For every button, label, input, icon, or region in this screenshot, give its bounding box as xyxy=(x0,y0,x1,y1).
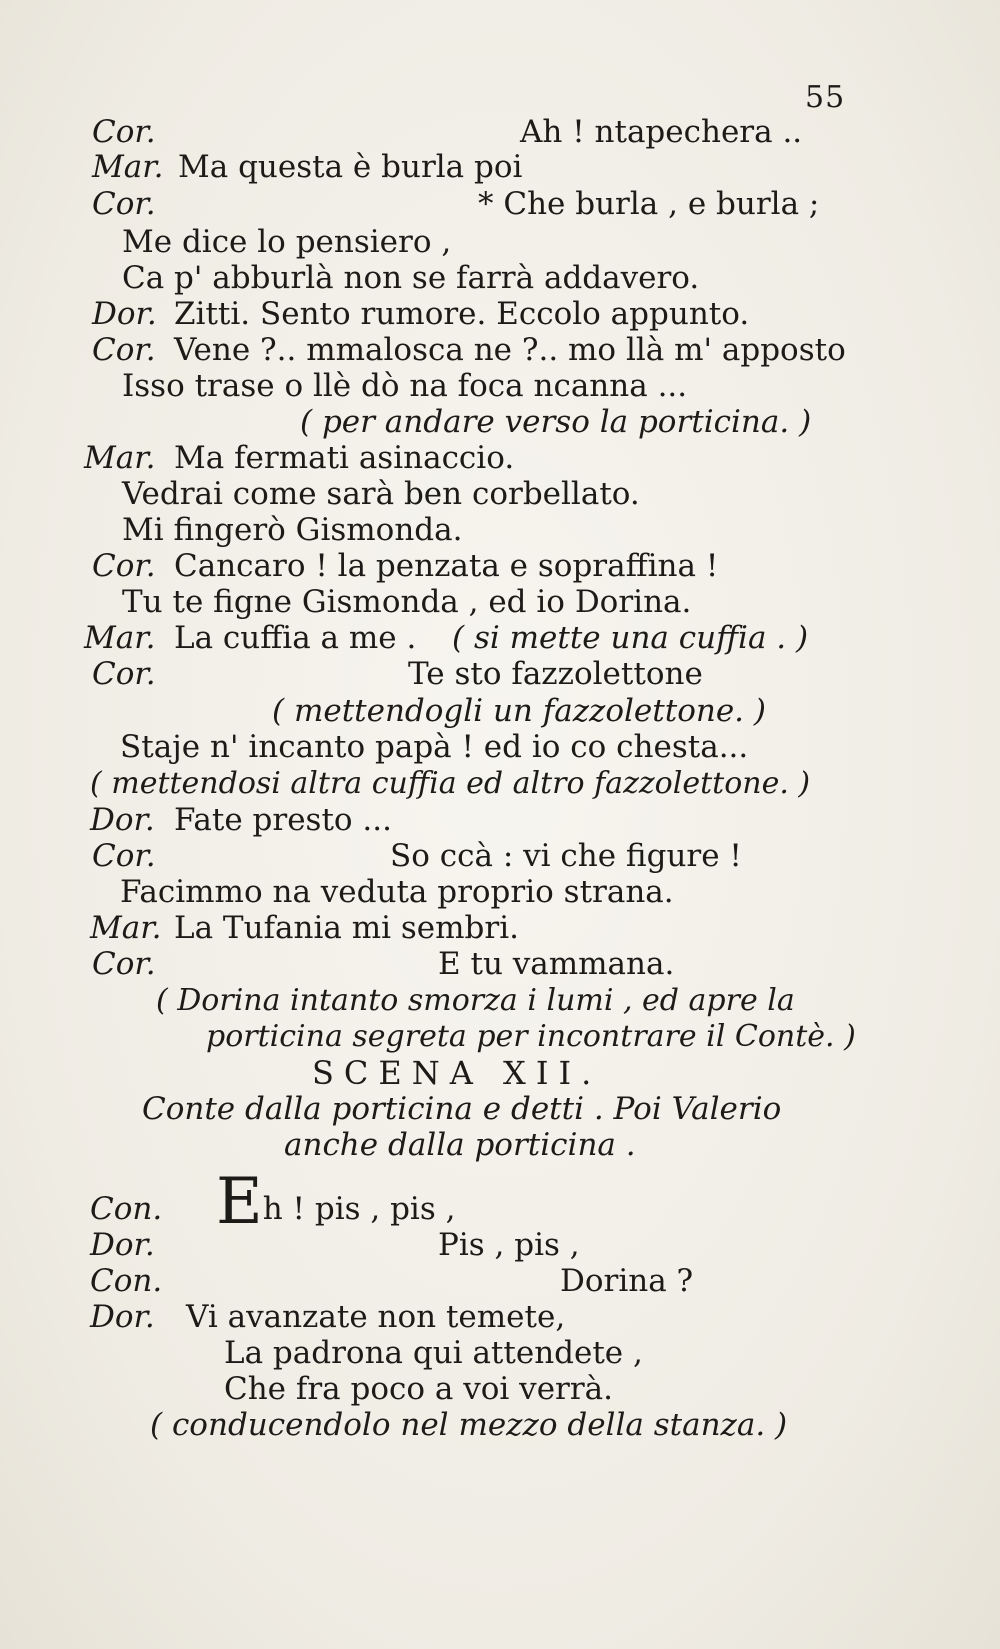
dialogue-line: Staje n' incanto papà ! ed io co chesta... xyxy=(120,729,749,765)
speaker-label: Dor. xyxy=(92,296,157,332)
dialogue-line: La padrona qui attendete , xyxy=(224,1335,643,1371)
dialogue-line: Zitti. Sento rumore. Eccolo appunto. xyxy=(174,296,750,332)
dialogue-line: Dorina ? xyxy=(560,1263,694,1299)
dialogue-line: Isso trase o llè dò na foca ncanna ... xyxy=(122,368,688,404)
dialogue-line: Pis , pis , xyxy=(438,1227,580,1263)
speaker-label: Con. xyxy=(90,1191,163,1227)
stage-direction: ( per andare verso la porticina. ) xyxy=(300,404,812,440)
speaker-label: Con. xyxy=(90,1263,163,1299)
speaker-label: Dor. xyxy=(90,1299,155,1335)
speaker-label: Dor. xyxy=(90,802,155,838)
speaker-label: Cor. xyxy=(92,838,156,874)
dialogue-line: Facimmo na veduta proprio strana. xyxy=(120,874,674,910)
dialogue-line: La Tufania mi sembri. xyxy=(174,910,519,946)
stage-direction: ( conducendolo nel mezzo della stanza. ) xyxy=(150,1407,788,1443)
drop-cap: E xyxy=(216,1165,263,1239)
stage-direction: ( Dorina intanto smorza i lumi , ed apre la xyxy=(156,983,795,1018)
dialogue-line: Me dice lo pensiero , xyxy=(122,224,452,260)
page-number: 55 xyxy=(805,80,846,115)
stage-direction: ( si mette una cuffia . ) xyxy=(452,620,809,656)
speaker-label: Cor. xyxy=(92,656,156,692)
scene-characters: anche dalla porticina . xyxy=(284,1127,636,1163)
dialogue-line: * Che burla , e burla ; xyxy=(478,186,820,222)
dialogue-text: h ! pis , pis , xyxy=(262,1191,456,1227)
dialogue-line: E tu vammana. xyxy=(438,946,675,982)
speaker-label: Mar. xyxy=(84,440,156,476)
speaker-label: Cor. xyxy=(92,332,156,368)
dialogue-line: Vi avanzate non temete, xyxy=(186,1299,566,1335)
dialogue-line: Cancaro ! la penzata e sopraffina ! xyxy=(174,548,719,584)
dialogue-line: Vedrai come sarà ben corbellato. xyxy=(122,476,640,512)
dialogue-line: Fate presto ... xyxy=(174,802,392,838)
dialogue-line: Ma fermati asinaccio. xyxy=(174,440,515,476)
dialogue-line: Che fra poco a voi verrà. xyxy=(224,1371,614,1407)
scene-characters: Conte dalla porticina e detti . Poi Valerio xyxy=(142,1091,782,1127)
stage-direction: porticina segreta per incontrare il Contè. ) xyxy=(206,1019,856,1054)
dialogue-line: La cuffia a me . xyxy=(174,620,417,656)
stage-direction: ( mettendogli un fazzolettone. ) xyxy=(272,693,766,729)
speaker-label: Dor. xyxy=(90,1227,155,1263)
dialogue-line: Ma questa è burla poi xyxy=(178,149,523,185)
dialogue-line: Vene ?.. mmalosca ne ?.. mo llà m' apposto xyxy=(174,332,846,368)
stage-direction: ( mettendosi altra cuffia ed altro fazzolettone. ) xyxy=(90,766,811,801)
speaker-label: Mar. xyxy=(84,620,156,656)
dialogue-line: Ca p' abburlà non se farrà addavero. xyxy=(122,260,700,296)
speaker-label: Cor. xyxy=(92,186,156,222)
speaker-label: Mar. xyxy=(92,149,164,185)
dialogue-line: Te sto fazzolettone xyxy=(408,656,703,692)
dialogue-line: Ah ! ntapechera .. xyxy=(520,114,803,150)
scene-heading: SCENA XII. xyxy=(312,1054,602,1092)
dialogue-line: Mi fingerò Gismonda. xyxy=(122,512,463,548)
dialogue-line: So ccà : vi che figure ! xyxy=(390,838,742,874)
speaker-label: Cor. xyxy=(92,946,156,982)
speaker-label: Mar. xyxy=(90,910,162,946)
dialogue-line: Tu te figne Gismonda , ed io Dorina. xyxy=(122,584,692,620)
speaker-label: Cor. xyxy=(92,548,156,584)
dialogue-line xyxy=(216,1165,456,1239)
speaker-label: Cor. xyxy=(92,114,156,150)
